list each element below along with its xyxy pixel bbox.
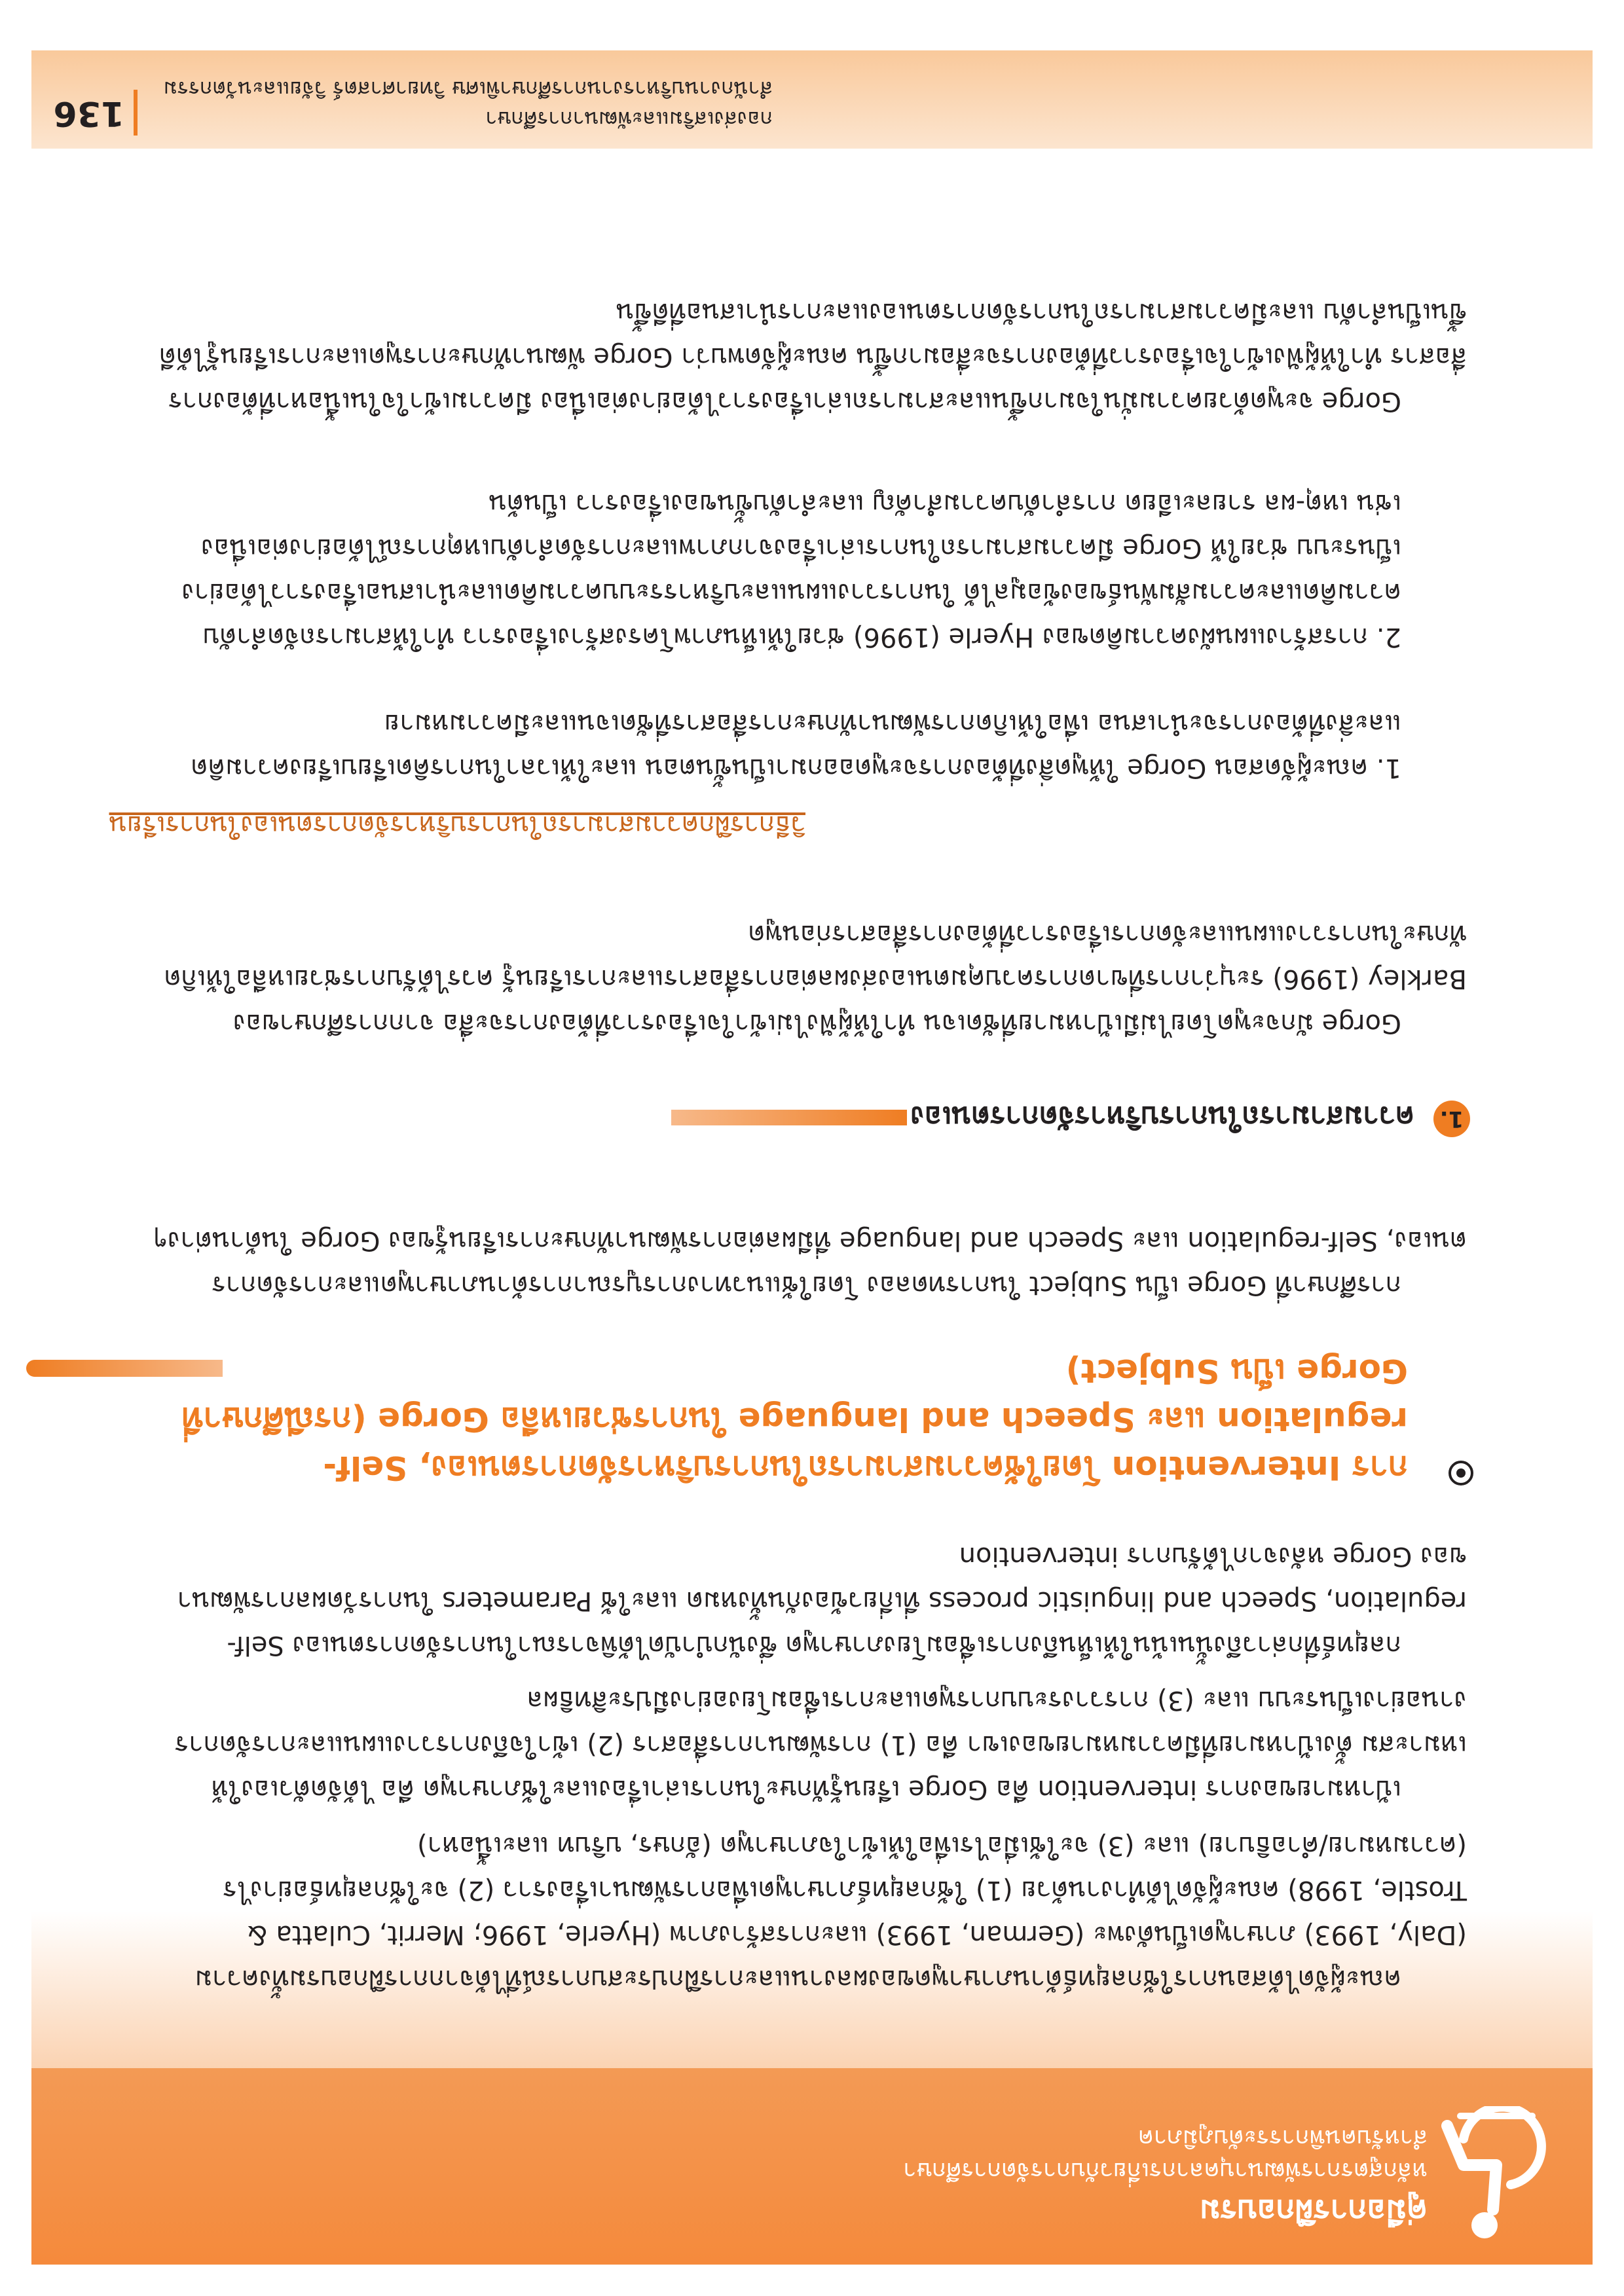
numbered-item: 1. คณะผู้จัดสอน Gorge ให้พูดสิ่งที่ต้องการจะพูดออกมาเป็นขั้นตอน และให้เวลาในการคิดเรียบเรียงความคิดและสิ่งที่ต้องการจะนำเสนอ เพื่อให้เกิดการพัฒนาทักษะการสื่อสารที่ชัดเจนและมีความหมาย	[191, 708, 1401, 783]
closing-paragraph: Gorge จะพูดด้วยความมั่นใจมากขึ้นและสามารถเล่าเรื่องราวได้อย่างต่อเนื่อง มีความเข้าใจในเนื้อหาที่ต้องการสื่อสาร ทำให้ผู้ฟังเข้าใจเรื่องราวที่ต้องการจะสื่อมากขึ้น คณะผู้จัดพบว่า Gorge พัฒนาทักษะการพูดและการเรียนรู้ได้ดีขึ้นเป็นลำดับ และมีความสามารถในการจัดการตนเองและการนำเสนอที่ดีขึ้น	[158, 297, 1467, 416]
manual-subtitle-line2: สำหรับคนพิการระดับภูมิภาค	[1137, 2124, 1428, 2151]
subsection-heading: ความสามารถในการบริหารจัดการตนเอง	[910, 1100, 1414, 1133]
heading-accent-bar	[26, 1360, 223, 1377]
intro-paragraph: คณะผู้จัดได้สอนการใช้กลยุทธ์ด้านภาษาพูดของผลงานและการฝึกประสบการณ์ที่ได้จากการฝึกอบรมทั้งความ (Daly, 1993) ภาษาพูดเป็นดังพะ (German, 1993) และการสร้างภาพ (Hyerle, 1996; Merrit, Culatta & Trostle, 1998) คณะผู้จัดได้ทำงานด้วย (1) ใช้กลยุทธ์ภาษาพูดเพื่อการพัฒนาเรื่องราว (2) จะใช้กลยุทธ์อย่างไร (ความหมาย/คำอธิบาย) และ (3) จะใช้เมื่อไรเพื่อให้เข้าใจภาษาพูด (อักษร, บริบท และเนื้อหา)	[194, 1831, 1467, 1994]
manual-subtitle: หลักสูตรการพัฒนาบุคลากรเกี่ยวกับการจัดการศึกษา	[903, 2157, 1428, 2184]
numbered-item: 2. การสร้างแผนผังความคิดของ Hyerle (1996) ช่วยให้เห็นภาพโครงสร้างเรื่องราว ทำให้สามารถจัดลำดับความคิดและความสัมพันธ์ของข้อมูลได้ ในการวางแผนและบริหารระบบความคิดและนำเสนอเรื่องราวได้อย่างเป็นระบบ ช่วยให้ Gorge มีความสามารถในการเล่าเรื่องจากภาพและการจัดลำดับเหตุการณ์ได้อย่างต่อเนื่อง เช่น เหตุ-ผล รายละเอียด การลำดับความสำคัญ และลำดับขั้นของเรื่องราว เป็นต้น	[181, 488, 1401, 652]
subsection-accent-bar	[671, 1110, 907, 1125]
section-heading: การ Intervention โดยใช้ความสามารถในการบริหารจัดการตนเอง, Self-regulation และ Speech and language ในการช่วยเหลือ Gorge (กรณีศึกษาที่ Gorge เป็น Subject)	[181, 1352, 1408, 1487]
intro-paragraph: กลยุทธ์ที่กล่าวถึงนั้นเน้นให้เห็นถึงการเชื่อมโยงภาษาพูด ซึ่งนักบำบัดได้พิจารณาในการจัดการตนเอง Self-regulation, Speech and linguistic process ที่เกี่ยวข้องกันทั้งหมด และใช้ Parameters ในการวัดผลการพัฒนาของ Gorge หลังจากได้รับการ intervention	[177, 1541, 1467, 1660]
subsection-number-badge: 1.	[1433, 1101, 1470, 1137]
footer-divider	[134, 90, 138, 136]
subsection-paragraph: Gorge มักจะพูดโดยไม่มีเป้าหมายที่ชัดเจน ทำให้ผู้ฟังไม่เข้าใจเรื่องราวที่ต้องการจะสื่อ จากการศึกษาของ Barkley (1996) ระบุว่าการที่ขาดการควบคุมตนเองส่งผลต่อการสื่อสารและการเรียนรู้ ควรได้รับการช่วยเหลือให้เกิดทักษะในการวางแผนและจัดการเรื่องราวที่ต้องการสื่อสารก่อนพูด	[164, 919, 1467, 1038]
method-subheading: วิธีการฝึกความสามารถในการบริหารจัดการตนเองในการเรียน	[109, 810, 805, 840]
section-bullet-icon	[1449, 1461, 1473, 1485]
footer-organization-line2: สำนักงานบริหารงานการศึกษาพิเศษ วิทยาศาสตร์ วิจัยและนวัตกรรม	[163, 77, 773, 101]
intro-paragraph: เป้าหมายของการ intervention คือ Gorge เรียนรู้ทักษะในการเล่าเรื่องและใช้ภาษาพูด คือ ได้จัดตัวเองให้เหมาะสม ตั้งเป้าหมายที่มีความหมายของเขา คือ (1) การพัฒนาการสื่อสาร (2) เข้าใจถึงการวางแผนและการจัดการงานอย่างเป็นระบบ และ (3) การวางระบบการพูดและการเชื่อมโยงอย่างมีประสิทธิผล	[174, 1685, 1467, 1804]
wheelchair-icon	[1431, 2106, 1562, 2250]
manual-title: คู่มือการฝึกอบรม	[1199, 2193, 1428, 2229]
page-number: 136	[53, 94, 124, 133]
section-intro-paragraph: การศึกษาที่ Gorge เป็น Subject ในการทดลอง โดยใช้แนวทางการบูรณาการด้านภาษาพูดและการจัดการตนเอง, Self-regulation และ Speech and language ที่มีผลต่อการพัฒนาทักษะการเรียนรู้ของ Gorge ในด้านต่างๆ	[153, 1226, 1467, 1300]
footer-organization: กองส่งเสริมและพัฒนาการศึกษา	[485, 107, 773, 132]
